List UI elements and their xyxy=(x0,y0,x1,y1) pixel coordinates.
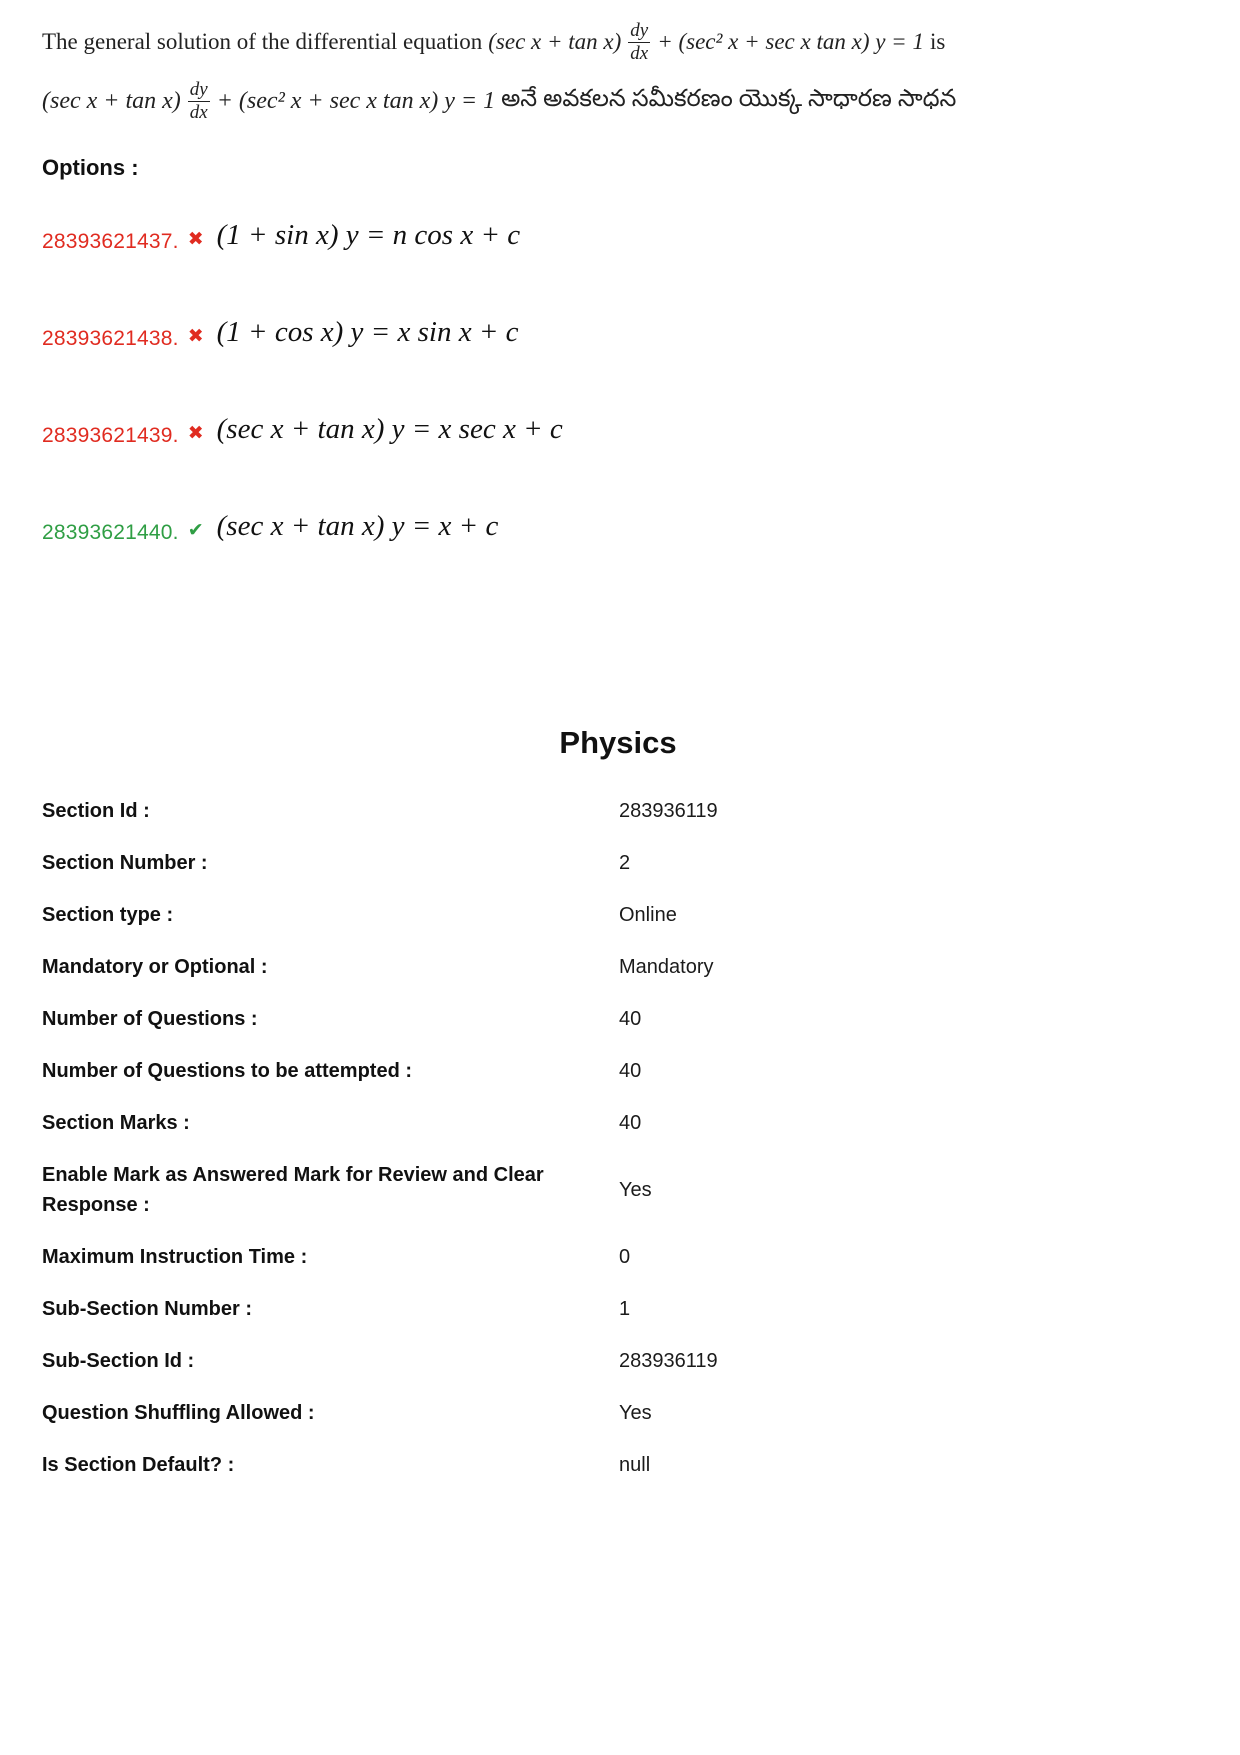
option-row xyxy=(42,413,1194,452)
property-label: Number of Questions : xyxy=(42,1008,258,1031)
option-id: 28393621440. xyxy=(42,520,179,544)
fraction-numerator: dy xyxy=(630,20,649,41)
property-value: Yes xyxy=(619,1179,652,1202)
property-value: 0 xyxy=(619,1246,631,1269)
property-value: 1 xyxy=(619,1298,631,1321)
dy-dx-fraction xyxy=(188,79,210,124)
wrong-mark-icon: ✖ xyxy=(187,423,204,445)
property-value: 40 xyxy=(619,1008,642,1031)
correct-mark-icon: ✔ xyxy=(187,520,204,542)
property-label: Section type : xyxy=(42,904,174,927)
property-label: Section Id : xyxy=(42,800,150,823)
property-value: 40 xyxy=(619,1060,642,1083)
fraction-denominator: dx xyxy=(630,42,649,64)
question-math-lhs: (sec x + tan x) xyxy=(488,29,622,55)
options-heading: Options : xyxy=(42,155,139,181)
property-value: null xyxy=(619,1454,651,1477)
property-row xyxy=(42,1097,1194,1149)
question-math-rhs: + (sec² x + sec x tan x) y = 1 xyxy=(657,29,924,55)
property-label: Sub-Section Number : xyxy=(42,1298,253,1321)
property-value: 283936119 xyxy=(619,800,718,823)
option-id: 28393621439. xyxy=(42,423,179,447)
option-formula: (sec x + tan x) y = x sec x + c xyxy=(216,413,563,446)
property-row xyxy=(42,889,1194,941)
dy-dx-fraction xyxy=(628,20,650,65)
question-text-telugu xyxy=(42,79,1194,124)
property-row xyxy=(42,1149,1194,1231)
property-row xyxy=(42,1387,1194,1439)
property-value: 283936119 xyxy=(619,1350,718,1373)
question-prefix: The general solution of the differential equation xyxy=(42,29,483,55)
property-row xyxy=(42,837,1194,889)
wrong-mark-icon: ✖ xyxy=(187,229,204,251)
question-math-rhs: + (sec² x + sec x tan x) y = 1 xyxy=(216,87,496,114)
fraction-numerator: dy xyxy=(189,78,208,100)
option-formula: (1 + cos x) y = x sin x + c xyxy=(216,316,519,349)
property-row xyxy=(42,1283,1194,1335)
question-suffix: is xyxy=(929,29,946,55)
question-math-lhs: (sec x + tan x) xyxy=(42,87,181,114)
property-label: Maximum Instruction Time : xyxy=(42,1246,308,1269)
property-value: Mandatory xyxy=(619,956,714,979)
option-row xyxy=(42,219,1194,258)
question-suffix-telugu: అనే అవకలన సమీకరణం యొక్క సాధారణ సాధన xyxy=(501,85,957,112)
property-label: Enable Mark as Answered Mark for Review and Clear Response : xyxy=(42,1164,544,1217)
property-row xyxy=(42,1439,1194,1491)
property-row xyxy=(42,785,1194,837)
section-title: Physics xyxy=(559,725,677,761)
property-label: Sub-Section Id : xyxy=(42,1350,195,1373)
property-row xyxy=(42,1231,1194,1283)
property-row xyxy=(42,993,1194,1045)
property-value: Online xyxy=(619,904,677,927)
wrong-mark-icon: ✖ xyxy=(187,326,204,348)
property-row xyxy=(42,941,1194,993)
option-row xyxy=(42,510,1194,549)
property-row xyxy=(42,1335,1194,1387)
option-row xyxy=(42,316,1194,355)
property-row xyxy=(42,1045,1194,1097)
property-value: 40 xyxy=(619,1112,642,1135)
option-formula: (1 + sin x) y = n cos x + c xyxy=(216,219,521,252)
option-id: 28393621438. xyxy=(42,326,179,350)
property-label: Number of Questions to be attempted : xyxy=(42,1060,413,1083)
question-text-english xyxy=(42,20,1194,65)
property-label: Section Number : xyxy=(42,852,208,875)
property-value: 2 xyxy=(619,852,631,875)
property-label: Mandatory or Optional : xyxy=(42,956,268,979)
property-label: Is Section Default? : xyxy=(42,1454,235,1477)
property-label: Question Shuffling Allowed : xyxy=(42,1402,315,1425)
property-label: Section Marks : xyxy=(42,1112,190,1135)
section-properties-list xyxy=(42,785,1194,1491)
option-formula: (sec x + tan x) y = x + c xyxy=(216,510,499,543)
fraction-denominator: dx xyxy=(189,101,208,123)
option-id: 28393621437. xyxy=(42,229,179,253)
property-value: Yes xyxy=(619,1402,652,1425)
